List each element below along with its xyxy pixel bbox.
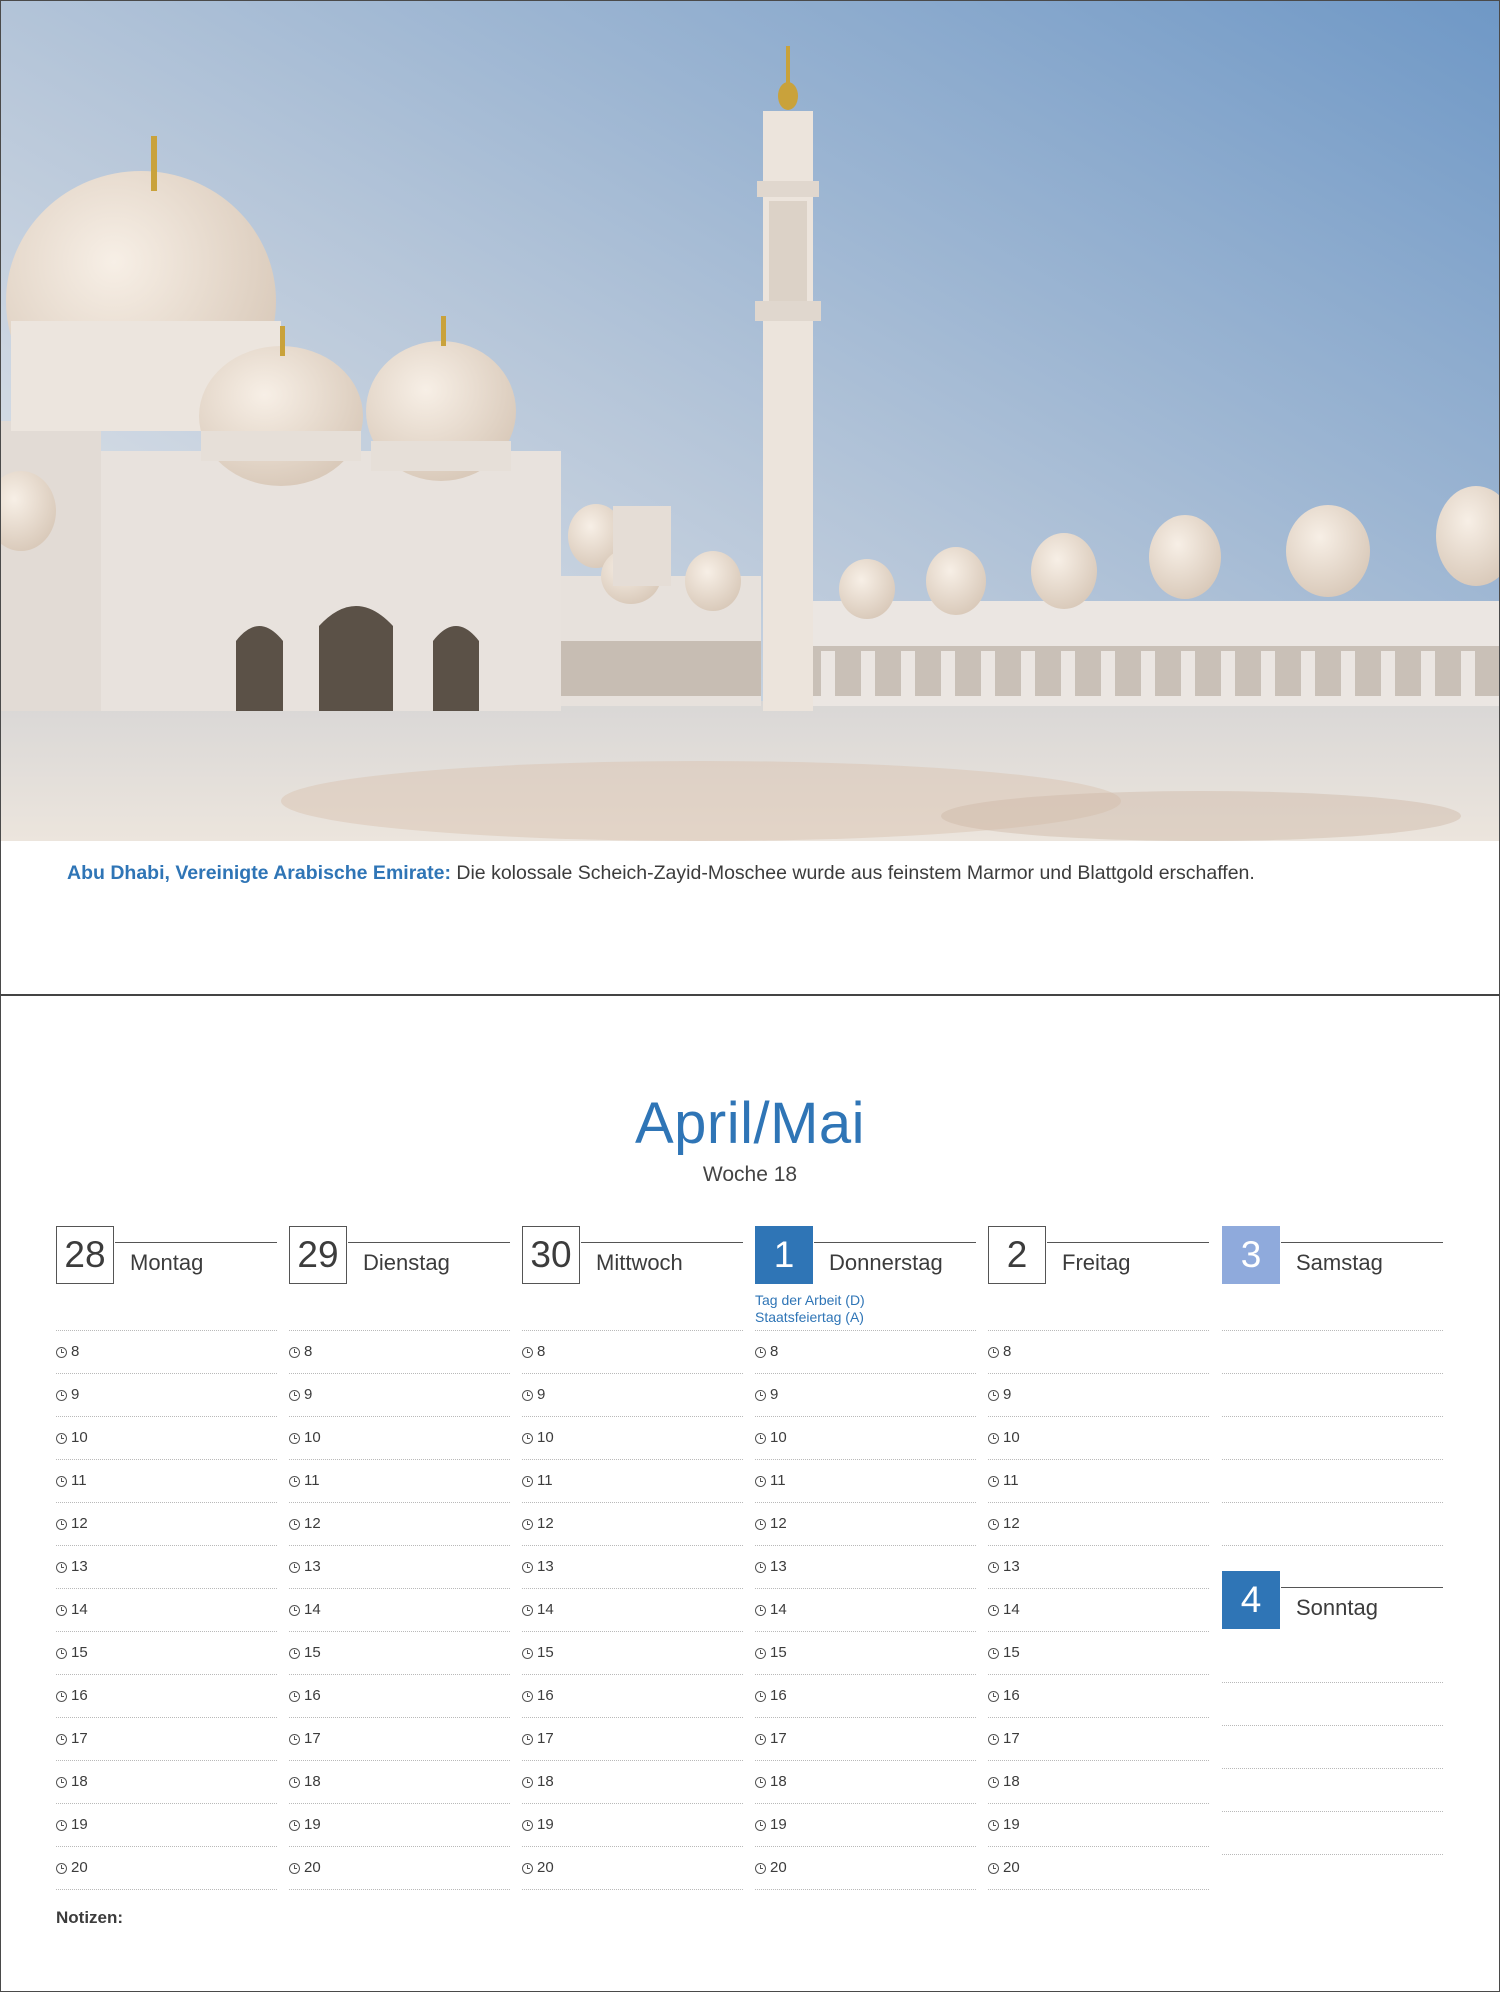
hour-slot[interactable] [289,1803,510,1846]
clock-icon [289,1820,300,1831]
hour-slot[interactable] [56,1545,277,1588]
day-rule [814,1242,976,1243]
hour-slot[interactable] [988,1674,1209,1717]
hour-slot[interactable] [522,1545,743,1588]
writing-line[interactable] [1222,1459,1443,1502]
hour-slot[interactable] [755,1502,976,1545]
clock-icon [56,1476,67,1487]
clock-icon [522,1476,533,1487]
hour-slot[interactable] [56,1588,277,1631]
hour-slot[interactable] [755,1803,976,1846]
hour-label: 9 [770,1386,779,1403]
hour-label: 12 [1003,1515,1020,1532]
day-column-mittwoch [522,1226,743,1886]
hour-slot[interactable] [289,1846,510,1889]
day-rule [348,1242,510,1243]
clock-icon [755,1433,766,1444]
date-number-holiday: 1 [755,1226,813,1284]
clock-icon [522,1691,533,1702]
holiday-note: Staatsfeiertag (A) [755,1309,864,1325]
date-number: 28 [56,1226,114,1284]
hour-label: 9 [1003,1386,1012,1403]
clock-icon [988,1562,999,1573]
day-name: Mittwoch [596,1250,683,1275]
date-number: 30 [522,1226,580,1284]
hour-label: 11 [304,1472,320,1489]
hour-label: 17 [770,1730,787,1747]
day-rule [581,1242,743,1243]
hour-slot[interactable] [289,1373,510,1416]
hour-label: 14 [304,1601,321,1618]
date-number-sunday: 4 [1222,1571,1280,1629]
clock-icon [755,1691,766,1702]
date-number: 29 [289,1226,347,1284]
hour-slot[interactable] [755,1373,976,1416]
hour-slot[interactable] [988,1373,1209,1416]
hour-label: 17 [537,1730,554,1747]
writing-line[interactable] [1222,1416,1443,1459]
clock-icon [56,1347,67,1358]
day-rule [1281,1242,1443,1243]
month-title: April/Mai [634,1091,866,1156]
hour-label: 10 [71,1429,88,1446]
day-header [289,1226,510,1288]
hour-slot-end [522,1889,743,1890]
clock-icon [56,1691,67,1702]
hour-slot[interactable] [755,1631,976,1674]
hour-label: 19 [770,1816,787,1833]
day-column-montag [56,1226,277,1886]
hour-slot[interactable] [289,1330,510,1373]
hour-label: 13 [537,1558,554,1575]
clock-icon [522,1648,533,1659]
clock-icon [988,1347,999,1358]
hour-label: 8 [537,1343,546,1360]
hour-slot[interactable] [522,1373,743,1416]
hour-label: 12 [304,1515,321,1532]
hour-slots [56,1330,277,1890]
clock-icon [988,1390,999,1401]
day-name: Sonntag [1296,1595,1378,1620]
day-column-dienstag [289,1226,510,1886]
hour-slot[interactable] [56,1803,277,1846]
clock-icon [522,1433,533,1444]
hour-label: 17 [1003,1730,1020,1747]
hour-label: 16 [1003,1687,1020,1704]
day-header-samstag [1222,1226,1443,1288]
clock-icon [988,1777,999,1788]
clock-icon [522,1777,533,1788]
hour-slot[interactable] [289,1631,510,1674]
hour-label: 10 [1003,1429,1020,1446]
hour-slot[interactable] [522,1459,743,1502]
hour-label: 8 [770,1343,779,1360]
hour-label: 18 [1003,1773,1020,1790]
day-header [755,1226,976,1288]
clock-icon [755,1863,766,1874]
clock-icon [988,1519,999,1530]
clock-icon [988,1820,999,1831]
hour-slot[interactable] [289,1502,510,1545]
hour-slot[interactable] [522,1416,743,1459]
hour-slot[interactable] [289,1588,510,1631]
hour-label: 12 [770,1515,787,1532]
hour-slot[interactable] [755,1717,976,1760]
hour-slot[interactable] [56,1631,277,1674]
hour-label: 13 [71,1558,88,1575]
clock-icon [522,1562,533,1573]
hour-label: 16 [770,1687,787,1704]
holiday-notes [755,1292,865,1326]
clock-icon [289,1605,300,1616]
clock-icon [988,1863,999,1874]
hour-slot[interactable] [289,1459,510,1502]
hour-slot[interactable] [289,1760,510,1803]
clock-icon [56,1648,67,1659]
clock-icon [56,1605,67,1616]
clock-icon [522,1734,533,1745]
hour-slot[interactable] [56,1330,277,1373]
hour-slot[interactable] [755,1330,976,1373]
clock-icon [289,1390,300,1401]
writing-line[interactable] [1222,1545,1443,1588]
clock-icon [988,1691,999,1702]
clock-icon [56,1390,67,1401]
writing-line[interactable] [1222,1811,1443,1854]
hour-label: 18 [537,1773,554,1790]
clock-icon [289,1648,300,1659]
hour-slot[interactable] [755,1674,976,1717]
hour-slots [988,1330,1209,1890]
hour-slot[interactable] [988,1459,1209,1502]
hour-slot[interactable] [522,1674,743,1717]
hour-slot-end [56,1889,277,1890]
day-column-freitag [988,1226,1209,1886]
clock-icon [988,1648,999,1659]
hour-label: 20 [1003,1859,1020,1876]
day-column-donnerstag [755,1226,976,1886]
writing-line[interactable] [1222,1768,1443,1811]
hour-slot[interactable] [522,1803,743,1846]
clock-icon [522,1820,533,1831]
caption-text: Die kolossale Scheich-Zayid-Moschee wurde aus feinstem Marmor und Blattgold erschaffen. [450,862,1255,884]
hour-slot[interactable] [988,1760,1209,1803]
hour-label: 14 [1003,1601,1020,1618]
clock-icon [522,1605,533,1616]
hour-slot-end [988,1889,1209,1890]
hour-label: 12 [71,1515,88,1532]
hour-slot[interactable] [988,1631,1209,1674]
notes-label: Notizen: [56,1908,124,1927]
hour-label: 10 [770,1429,787,1446]
hour-label: 15 [537,1644,554,1661]
clock-icon [289,1734,300,1745]
hour-slot[interactable] [56,1717,277,1760]
writing-line[interactable] [1222,1682,1443,1725]
week-label: Woche 18 [702,1163,798,1186]
hour-label: 8 [1003,1343,1012,1360]
hour-label: 9 [71,1386,80,1403]
hour-label: 9 [304,1386,313,1403]
fold-divider [0,994,1500,996]
hour-label: 8 [304,1343,313,1360]
hour-label: 11 [770,1472,786,1489]
hour-slot[interactable] [755,1846,976,1889]
clock-icon [289,1863,300,1874]
hour-label: 9 [537,1386,546,1403]
clock-icon [755,1820,766,1831]
hour-slot[interactable] [522,1330,743,1373]
hour-slot[interactable] [988,1502,1209,1545]
clock-icon [755,1605,766,1616]
hour-label: 16 [304,1687,321,1704]
hour-slots [522,1330,743,1890]
clock-icon [56,1562,67,1573]
hour-label: 10 [304,1429,321,1446]
clock-icon [289,1691,300,1702]
hour-slot[interactable] [289,1717,510,1760]
hour-slot[interactable] [522,1717,743,1760]
hour-label: 19 [1003,1816,1020,1833]
writing-line[interactable] [1222,1330,1443,1373]
day-header [56,1226,277,1288]
hour-label: 20 [304,1859,321,1876]
hour-label: 14 [71,1601,88,1618]
clock-icon [289,1519,300,1530]
clock-icon [988,1433,999,1444]
hour-label: 17 [71,1730,88,1747]
hour-label: 17 [304,1730,321,1747]
clock-icon [988,1476,999,1487]
clock-icon [289,1476,300,1487]
hour-label: 16 [537,1687,554,1704]
clock-icon [755,1734,766,1745]
clock-icon [988,1734,999,1745]
hour-slot[interactable] [289,1545,510,1588]
hour-slot[interactable] [755,1588,976,1631]
hour-label: 20 [537,1859,554,1876]
clock-icon [755,1390,766,1401]
mosque-photo [1,1,1499,841]
clock-icon [755,1648,766,1659]
clock-icon [522,1519,533,1530]
clock-icon [56,1863,67,1874]
hour-slot[interactable] [988,1416,1209,1459]
hour-slot[interactable] [988,1588,1209,1631]
hour-label: 19 [537,1816,554,1833]
hour-slot[interactable] [289,1416,510,1459]
hour-label: 20 [770,1859,787,1876]
day-rule [115,1242,277,1243]
day-name: Samstag [1296,1250,1383,1275]
hour-label: 19 [304,1816,321,1833]
clock-icon [289,1777,300,1788]
clock-icon [56,1433,67,1444]
hour-slot[interactable] [56,1459,277,1502]
clock-icon [755,1777,766,1788]
clock-icon [56,1820,67,1831]
day-column-wochenende [1222,1226,1443,1886]
clock-icon [56,1519,67,1530]
weekend-lines [1222,1330,1443,1897]
day-name: Dienstag [363,1250,450,1275]
writing-line[interactable] [1222,1854,1443,1897]
hour-slots [755,1330,976,1890]
hour-label: 15 [71,1644,88,1661]
hour-label: 18 [770,1773,787,1790]
holiday-note: Tag der Arbeit (D) [755,1292,865,1308]
clock-icon [522,1347,533,1358]
hour-slot[interactable] [988,1717,1209,1760]
hour-slot[interactable] [289,1674,510,1717]
hour-label: 11 [1003,1472,1019,1489]
hour-slot[interactable] [522,1588,743,1631]
hour-slots [289,1330,510,1890]
hour-slot[interactable] [56,1502,277,1545]
hour-slot[interactable] [755,1416,976,1459]
writing-line[interactable] [1222,1725,1443,1768]
hour-label: 16 [71,1687,88,1704]
hour-slot[interactable] [522,1502,743,1545]
clock-icon [56,1734,67,1745]
day-header [522,1226,743,1288]
hour-label: 18 [71,1773,88,1790]
clock-icon [289,1433,300,1444]
hour-slot[interactable] [755,1545,976,1588]
clock-icon [289,1562,300,1573]
sunday-gap [1222,1588,1443,1682]
hour-slot[interactable] [522,1846,743,1889]
hour-label: 18 [304,1773,321,1790]
day-header [988,1226,1209,1288]
date-number: 2 [988,1226,1046,1284]
hour-slot[interactable] [522,1631,743,1674]
day-name: Montag [130,1250,204,1275]
hour-slot[interactable] [755,1459,976,1502]
clock-icon [289,1347,300,1358]
clock-icon [56,1777,67,1788]
hour-label: 8 [71,1343,80,1360]
hour-label: 20 [71,1859,88,1876]
hour-slot[interactable] [56,1760,277,1803]
hour-slot[interactable] [988,1330,1209,1373]
date-number-saturday: 3 [1222,1226,1280,1284]
hour-slot-end [755,1889,976,1890]
hour-slot[interactable] [988,1545,1209,1588]
hour-label: 11 [71,1472,87,1489]
hour-label: 13 [770,1558,787,1575]
photo-caption [67,862,1255,885]
day-name: Donnerstag [829,1250,943,1275]
clock-icon [755,1476,766,1487]
clock-icon [988,1605,999,1616]
hour-slot[interactable] [56,1416,277,1459]
hour-label: 11 [537,1472,553,1489]
caption-place: Abu Dhabi, Vereinigte Arabische Emirate: [67,862,451,884]
hour-slot-end [289,1889,510,1890]
hour-label: 15 [1003,1644,1020,1661]
clock-icon [522,1390,533,1401]
hour-slot[interactable] [56,1674,277,1717]
writing-line[interactable] [1222,1502,1443,1545]
clock-icon [755,1347,766,1358]
clock-icon [755,1519,766,1530]
hour-label: 13 [304,1558,321,1575]
hour-slot[interactable] [522,1760,743,1803]
clock-icon [522,1863,533,1874]
hour-label: 14 [537,1601,554,1618]
hour-label: 13 [1003,1558,1020,1575]
hour-label: 14 [770,1601,787,1618]
day-rule [1047,1242,1209,1243]
day-name: Freitag [1062,1250,1131,1275]
hour-slot[interactable] [988,1846,1209,1889]
hour-label: 12 [537,1515,554,1532]
hour-label: 15 [770,1644,787,1661]
hour-label: 10 [537,1429,554,1446]
hour-label: 15 [304,1644,321,1661]
hour-slot[interactable] [56,1846,277,1889]
hour-slot[interactable] [755,1760,976,1803]
writing-line[interactable] [1222,1373,1443,1416]
hour-slot[interactable] [56,1373,277,1416]
clock-icon [755,1562,766,1573]
hour-slot[interactable] [988,1803,1209,1846]
hour-label: 19 [71,1816,88,1833]
